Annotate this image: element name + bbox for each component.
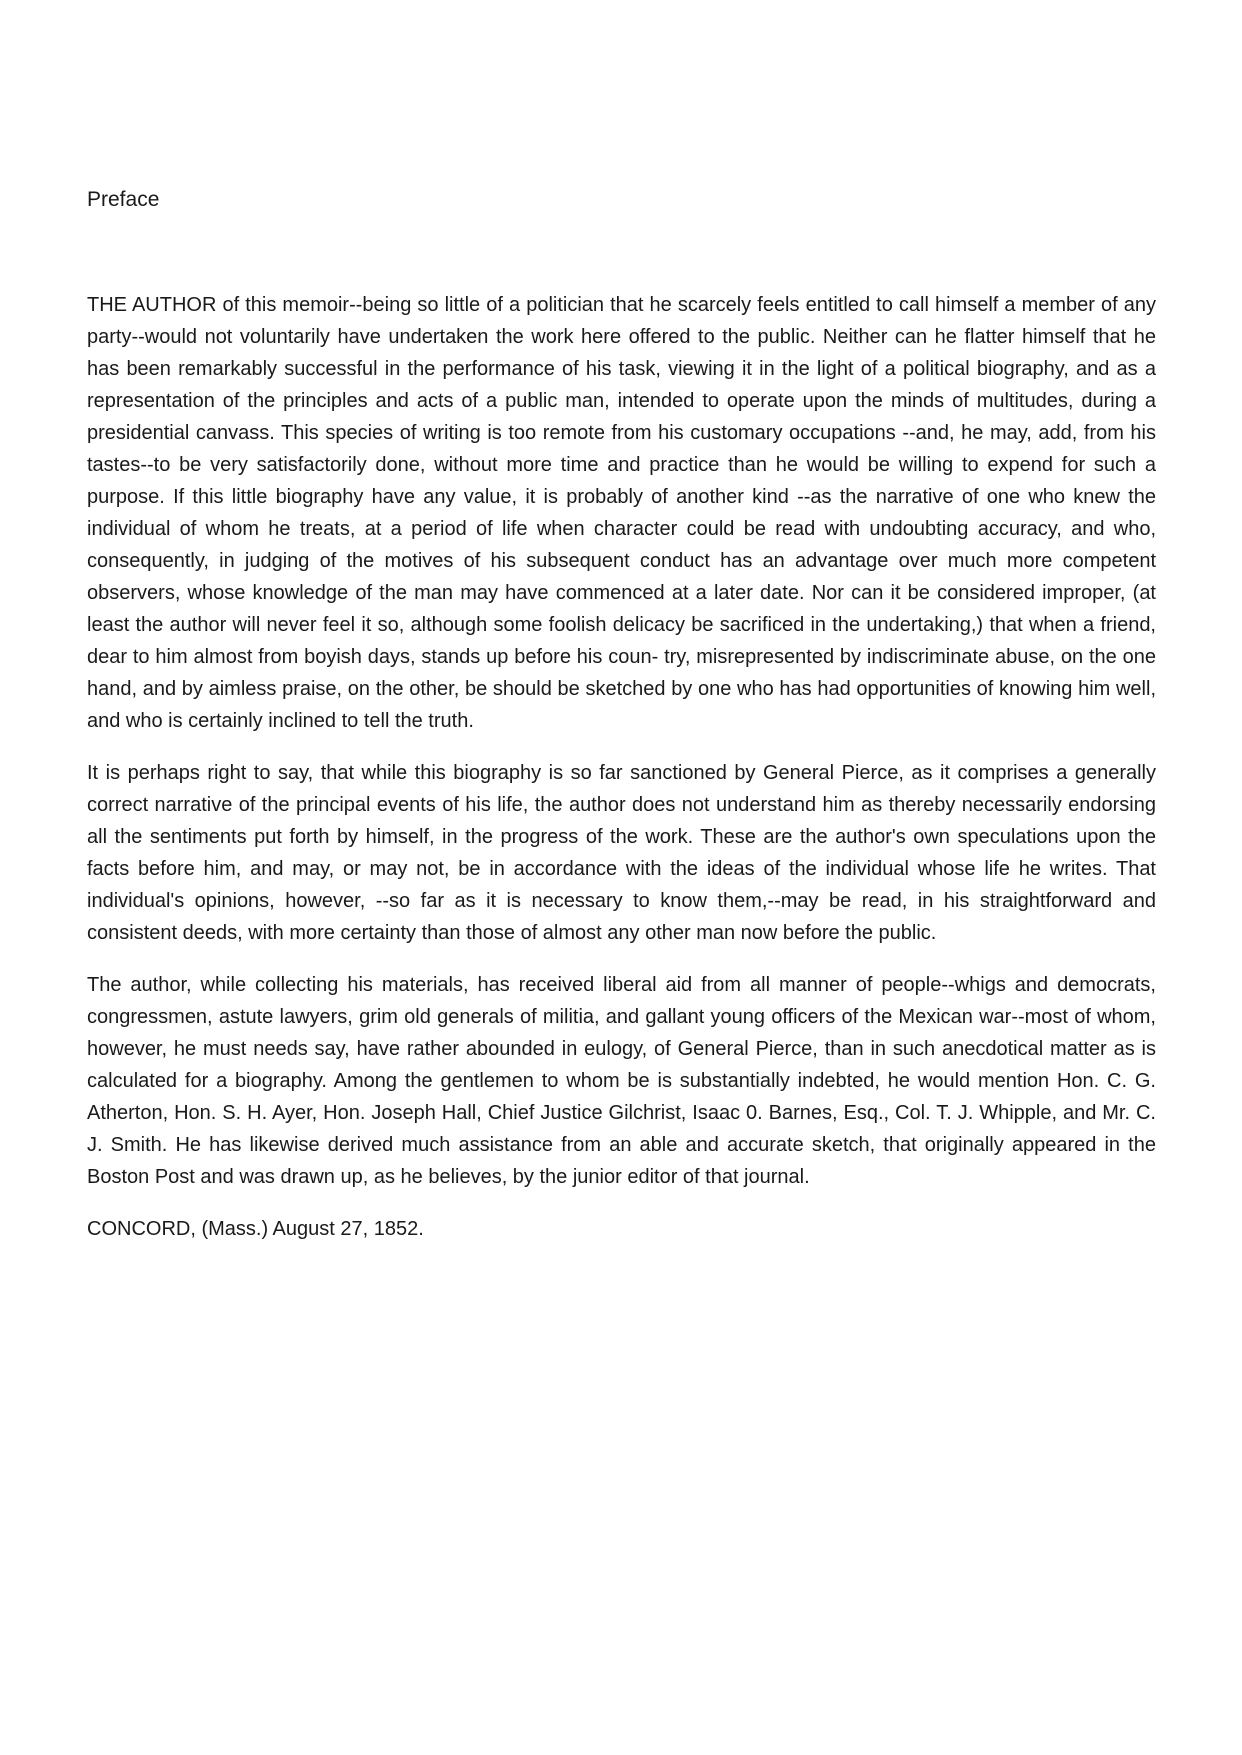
paragraph-2: It is perhaps right to say, that while this biography is so far sanctioned by General Pierce, as it comprises a generally correct narrative of the principal events of his life, the author does not understand him as thereby necessarily endorsing all the sentiments put forth by himself, in the progress of the work. These are the author's own speculations upon the facts before him, and may, or may not, be in accordance with the ideas of the individual whose life he writes. That individual's opinions, however, --so far as it is necessary to know them,--may be read, in his straightforward and consistent deeds, with more certainty than those of almost any other man now before the public. bbox=[87, 762, 1156, 944]
signoff-line: CONCORD, (Mass.) August 27, 1852. bbox=[87, 1218, 424, 1240]
page-heading: Preface bbox=[87, 188, 160, 211]
paragraph-3: The author, while collecting his materials, has received liberal aid from all manner of people--whigs and democrats, congressmen, astute lawyers, grim old generals of militia, and gallant young officers of the Mexican war--most of whom, however, he must needs say, have rather abounded in eulogy, of General Pierce, than in such anecdotical matter as is calculated for a biography. Among the gentlemen to whom be is substantially indebted, he would mention Hon. C. G. Atherton, Hon. S. H. Ayer, Hon. Joseph Hall, Chief Justice Gilchrist, Isaac 0. Barnes, Esq., Col. T. J. Whipple, and Mr. C. J. Smith. He has likewise derived much assistance from an able and accurate sketch, that originally appeared in the Boston Post and was drawn up, as he believes, by the junior editor of that journal. bbox=[87, 974, 1156, 1188]
paragraph-1: THE AUTHOR of this memoir--being so little of a politician that he scarcely feels entitled to call himself a member of any party--would not voluntarily have undertaken the work here offered to the public. Neither can he flatter himself that he has been remarkably successful in the performance of his task, viewing it in the light of a political biography, and as a representation of the principles and acts of a public man, intended to operate upon the minds of multitudes, during a presidential canvass. This species of writing is too remote from his customary occupations --and, he may, add, from his tastes--to be very satisfactorily done, without more time and practice than he would be willing to expend for such a purpose. If this little biography have any value, it is probably of another kind --as the narrative of one who knew the individual of whom he treats, at a period of life when character could be read with undoubting accuracy, and who, consequently, in judging of the motives of his subsequent conduct has an advantage over much more competent observers, whose knowledge of the man may have commenced at a later date. Nor can it be considered improper, (at least the author will never feel it so, although some foolish delicacy be sacrificed in the undertaking,) that when a friend, dear to him almost from boyish days, stands up before his coun- try, misrepresented by indiscriminate abuse, on the one hand, and by aimless praise, on the other, be should be sketched by one who has had opportunities of knowing him well, and who is certainly inclined to tell the truth. bbox=[87, 294, 1156, 732]
document-body bbox=[87, 289, 1156, 1245]
